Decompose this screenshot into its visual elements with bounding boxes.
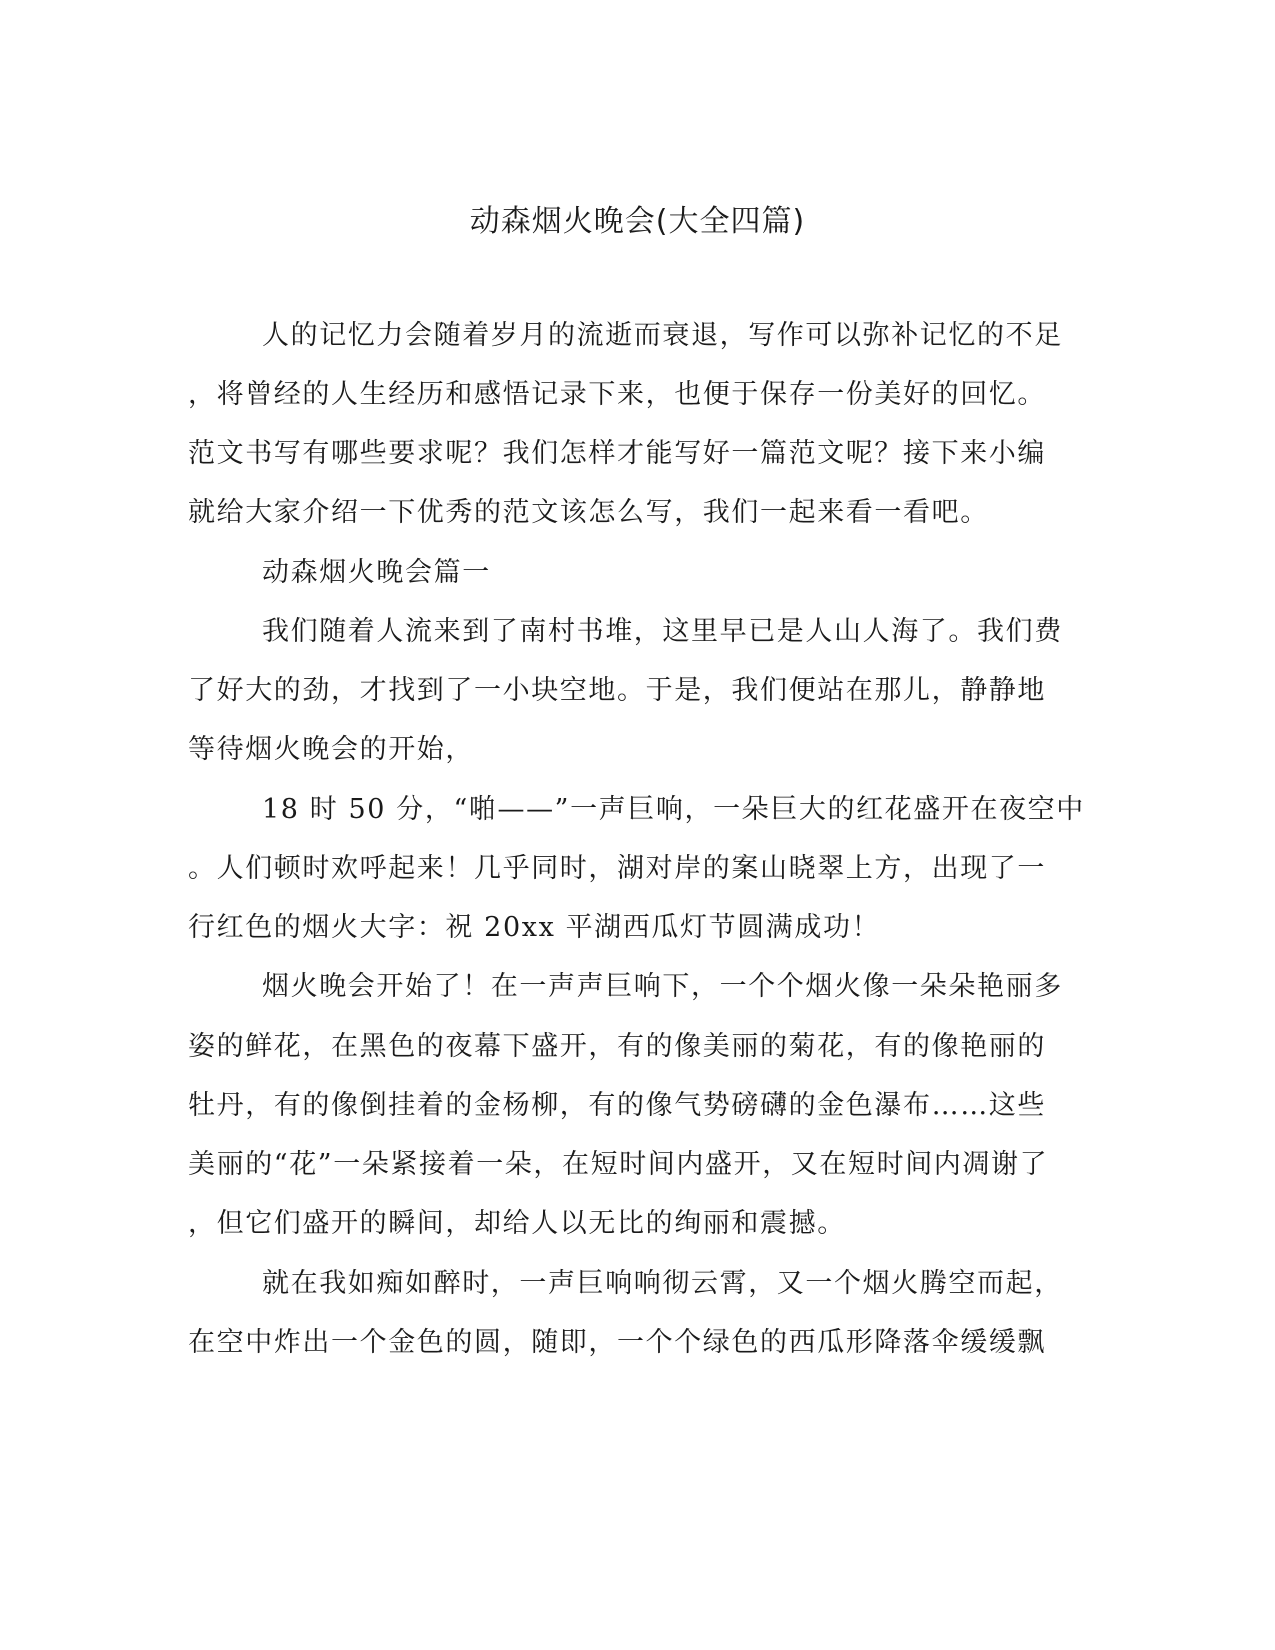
text-line: ，将曾经的人生经历和感悟记录下来，也便于保存一份美好的回忆。: [188, 379, 1046, 410]
text-line: 等待烟火晚会的开始，: [188, 734, 474, 765]
text-line: 范文书写有哪些要求呢？我们怎样才能写好一篇范文呢？接下来小编: [188, 438, 1046, 469]
text-line: 人的记忆力会随着岁月的流逝而衰退，写作可以弥补记忆的不足: [262, 320, 1063, 351]
text-line: 就在我如痴如醉时，一声巨响响彻云霄，又一个烟火腾空而起，: [262, 1268, 1063, 1299]
text-line: 。人们顿时欢呼起来！几乎同时，湖对岸的案山晓翠上方，出现了一: [188, 853, 1046, 884]
text-line: 姿的鲜花，在黑色的夜幕下盛开，有的像美丽的菊花，有的像艳丽的: [188, 1031, 1046, 1062]
text-line: 烟火晚会开始了！在一声声巨响下，一个个烟火像一朵朵艳丽多: [262, 971, 1063, 1002]
text-line: 牡丹，有的像倒挂着的金杨柳，有的像气势磅礴的金色瀑布……这些: [188, 1090, 1046, 1121]
text-line: 18 时 50 分，“啪——”一声巨响，一朵巨大的红花盛开在夜空中: [262, 794, 1085, 825]
text-line: ，但它们盛开的瞬间，却给人以无比的绚丽和震撼。: [188, 1208, 846, 1239]
text-line: 就给大家介绍一下优秀的范文该怎么写，我们一起来看一看吧。: [188, 497, 989, 528]
text-line: 美丽的“花”一朵紧接着一朵，在短时间内盛开，又在短时间内凋谢了: [188, 1149, 1049, 1180]
page-title: 动森烟火晚会(大全四篇): [469, 204, 806, 239]
section-heading: 动森烟火晚会篇一: [262, 557, 491, 588]
text-line: 我们随着人流来到了南村书堆，这里早已是人山人海了。我们费: [262, 616, 1063, 647]
text-line: 在空中炸出一个金色的圆，随即，一个个绿色的西瓜形降落伞缓缓飘: [188, 1327, 1046, 1358]
text-line: 了好大的劲，才找到了一小块空地。于是，我们便站在那儿，静静地: [188, 675, 1046, 706]
text-line: 行红色的烟火大字：祝 20xx 平湖西瓜灯节圆满成功！: [188, 912, 881, 943]
